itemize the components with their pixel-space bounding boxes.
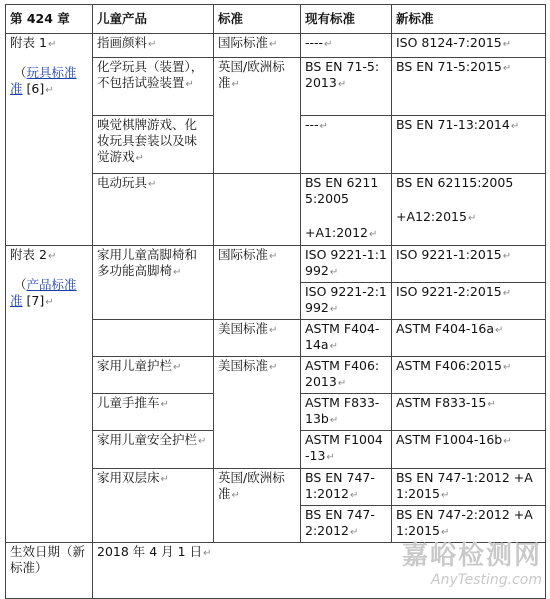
watermark-en: AnyTesting.com [431,572,542,588]
current-standard-cell: ---↵ [301,116,392,174]
appendix-2-label: 附表 2 [10,247,47,262]
effective-date-value: 2018 年 4 月 1 日↵ [93,543,546,599]
standards-table [5,4,546,599]
current-standard-cell: ASTM F1004-13↵ [301,431,392,469]
current-standard-cell: BS EN 62115:2005 +A1:2012↵ [301,174,392,246]
current-standard-cell: BS EN 747-1:2012↵ [301,469,392,506]
product-cell: 化学玩具（装置），不包括试验装置↵ [93,58,214,116]
new-standard-cell: ASTM F404-16a↵ [392,320,546,357]
watermark-cn: 嘉峪检测网 [401,541,542,571]
standard-type-cell: 国际标准↵ [214,34,301,58]
new-standard-cell: BS EN 747-1:2012 +A1:2015↵ [392,469,546,506]
product-cell [93,320,214,357]
table-row [6,246,546,283]
current-standard-cell: ASTM F833-13b↵ [301,394,392,431]
product-cell: 家用儿童安全护栏↵ [93,431,214,469]
current-standard-cell: ASTM F406:2013↵ [301,357,392,394]
effective-date-label: 生效日期（新标准） [6,543,93,599]
appendix-2-cell: 附表 2↵ （产品标准 准 [7]↵ [6,246,93,543]
product-cell: 儿童手推车↵ [93,394,214,431]
product-cell: 家用双层床↵ [93,469,214,543]
current-standard-cell: BS EN 71-5:2013↵ [301,58,392,116]
current-standard-cell: ----↵ [301,34,392,58]
new-standard-cell: BS EN 71-13:2014↵ [392,116,546,174]
standard-type-cell [214,174,301,246]
new-standard-cell: BS EN 747-2:2012 +A1:2015↵ [392,506,546,543]
new-standard-cell: ASTM F1004-16b↵ [392,431,546,469]
standard-type-cell: 英国/欧洲标准↵ [214,58,301,174]
appendix-1-label: 附表 1 [10,35,47,50]
toy-standard-link-tail[interactable]: 准 [10,81,23,96]
header-product: 儿童产品 [93,5,214,34]
product-standard-link[interactable]: 产品标准 [26,277,77,292]
standard-type-cell: 美国标准↵ [214,320,301,357]
product-cell: 指画颜料↵ [93,34,214,58]
standard-type-cell: 美国标准↵ [214,357,301,469]
appendix-2-ref: 准 [7]↵ [10,293,54,308]
toy-standard-link[interactable]: 玩具标准 [26,65,77,80]
header-row [6,5,546,34]
table-row [6,34,546,58]
current-standard-cell: ASTM F404-14a↵ [301,320,392,357]
header-standard: 标准 [214,5,301,34]
current-standard-cell: ISO 9221-2:1992↵ [301,283,392,320]
product-standard-link-tail[interactable]: 准 [10,293,23,308]
appendix-1-ref: 准 [6]↵ [10,81,54,96]
new-standard-cell: ASTM F406:2015↵ [392,357,546,394]
current-standard-cell: ISO 9221-1:1992↵ [301,246,392,283]
new-standard-cell: ISO 9221-1:2015↵ [392,246,546,283]
new-standard-cell: ISO 9221-2:2015↵ [392,283,546,320]
appendix-1-cell: 附表 1↵ （玩具标准 准 [6]↵ [6,34,93,246]
product-cell: 嗅觉棋牌游戏、化妆玩具套装以及味觉游戏↵ [93,116,214,174]
current-standard-cell: BS EN 747-2:2012↵ [301,506,392,543]
standard-type-cell: 国际标准↵ [214,246,301,320]
product-cell: 家用儿童护栏↵ [93,357,214,394]
standard-type-cell: 英国/欧洲标准↵ [214,469,301,543]
new-standard-cell: BS EN 62115:2005 +A12:2015↵ [392,174,546,246]
header-current-standard: 现有标准 [301,5,392,34]
header-new-standard: 新标准 [392,5,546,34]
header-chapter: 第 424 章 [6,5,93,34]
product-cell: 电动玩具↵ [93,174,214,246]
table-row [6,543,546,599]
product-cell: 家用儿童高脚椅和多功能高脚椅↵ [93,246,214,320]
new-standard-cell: ISO 8124-7:2015↵ [392,34,546,58]
new-standard-cell: ASTM F833-15↵ [392,394,546,431]
new-standard-cell: BS EN 71-5:2015↵ [392,58,546,116]
